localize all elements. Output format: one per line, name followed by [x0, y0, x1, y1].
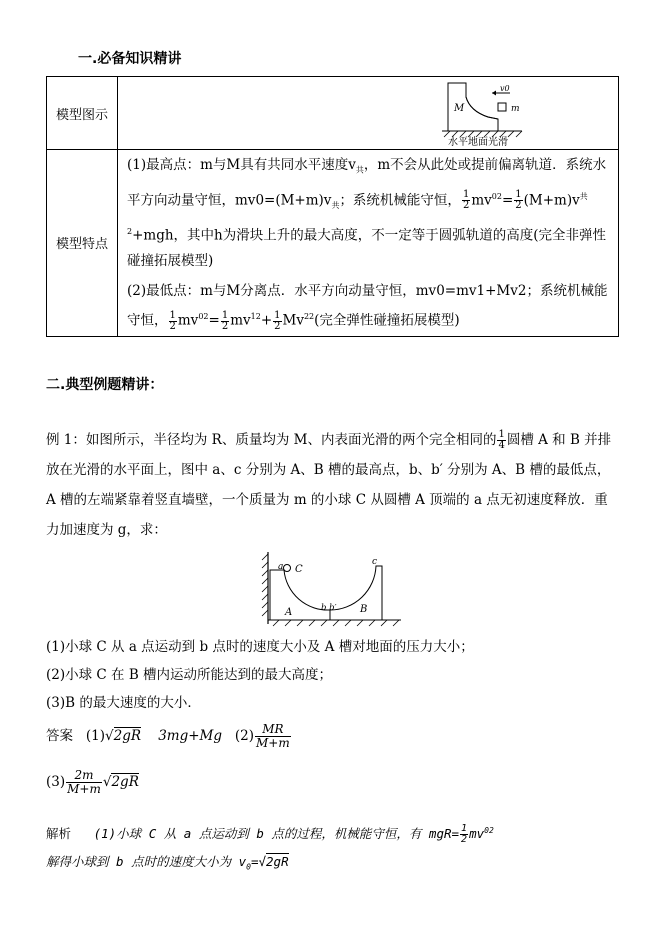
model-table	[46, 76, 619, 337]
fraction-half: $\frac{1}{2}$	[461, 823, 468, 846]
answer-line-1: 答案 (1)√2gR 3mg+Mg (2) $\frac{MR}{M+m}$	[46, 722, 290, 750]
sqrt-sign: √	[258, 854, 267, 869]
question-1: (1)小球 C 从 a 点运动到 b 点时的速度大小及 A 槽对地面的压力大小；	[46, 639, 474, 655]
fraction-quarter: $\frac{1}{4}$	[498, 429, 505, 451]
row-label-features: 模型特点	[47, 150, 118, 337]
section-2-title: 二.典型例题精讲：	[46, 377, 164, 393]
fig-label-a: a	[278, 562, 284, 572]
fraction-half: $\frac{1}{2}$	[169, 309, 176, 332]
sqrt-sign: √	[105, 728, 114, 744]
answer-2-fraction: $\frac{MR}{M+m}$	[256, 722, 290, 750]
model-figure-cell	[118, 77, 619, 150]
fig-label-m: m	[511, 104, 520, 114]
example-text: 例 1：如图所示，半径均为 R、质量均为 M、内表面光滑的两个完全相同的 $\frac{1}{4}$ 圆槽 A 和 B 并排放在光滑的水平面上，图中 a、c 分别为 A、B 槽的最高点，b、b′ 分别为 A、B 槽的最低点，A 槽的左端紧靠着竖直墙壁，一个质量为 m 的小球 C 从圆槽 A 顶端的 a 点无初速度释放．重力加速度为 g，求：	[46, 429, 612, 538]
fraction-half: $\frac{1}{2}$	[515, 189, 522, 212]
section-1-title: 一.必备知识精讲	[78, 51, 182, 67]
question-2: (2)小球 C 在 B 槽内运动所能达到的最大高度；	[46, 667, 333, 683]
answer-3-fraction: $\frac{2m}{M+m}$	[67, 768, 101, 796]
question-3: (3)B 的最大速度的大小．	[46, 695, 201, 711]
fraction-half: $\frac{1}{2}$	[274, 309, 281, 332]
model-features-cell	[118, 150, 619, 337]
feature-point-2: (2)最低点：m与M分离点．水平方向动量守恒，mv0=mv1+Mv2；系统机械能守恒， $\frac{1}{2}$ $mv^{02}=$ $\frac{1}{2}$ $mv^{12}+$ $\frac{1}{2}$ Mv$^{22}$(完全弹性碰撞拓展模型)	[127, 283, 608, 332]
fraction-half: $\frac{1}{2}$	[462, 189, 470, 212]
feature-point-1: (1)最高点：m与M具有共同水平速度$v_共$，m不会从此处或提前偏离轨道．系统水平方向动量守恒，$mv0=(M+m)v_共$；系统机械能守恒， $\frac{1}{2}$ $mv^{02}=$ $\frac{1}{2}$ $(M+m)v^{共2}+mgh$，其中h为滑块上升的最大高度，不一定等于圆弧轨道的高度(完全非弹性碰撞拓展模型)	[127, 157, 607, 270]
fig-caption: 水平地面光滑	[448, 137, 508, 148]
fig-label-v0: v0	[500, 84, 510, 93]
answer-line-3: (3) $\frac{2m}{M+m}$ √2gR	[46, 768, 139, 796]
analysis-line-2: 解得小球到 b 点时的速度大小为 $v_0=√2gR$	[46, 854, 289, 872]
trough-figure	[255, 548, 415, 628]
fig-label-A: A	[285, 607, 293, 618]
sqrt-sign: √	[102, 774, 112, 790]
fig-label-B: B	[360, 604, 368, 615]
fig-label-bb: b b′	[321, 603, 337, 613]
fig-label-c: c	[372, 557, 378, 567]
fig-label-M: M	[454, 103, 465, 114]
fig-label-C: C	[295, 564, 303, 575]
model-figure	[118, 77, 618, 149]
analysis-label: 解析	[46, 826, 72, 842]
analysis-line-1: 解析 (1)小球 C 从 a 点运动到 b 点的过程，机械能守恒，有 mgR= $\frac{1}{2}$ $mv^{02}$	[46, 823, 494, 846]
row-label-figure: 模型图示	[47, 77, 118, 150]
answer-label: 答案	[46, 728, 73, 744]
fraction-half: $\frac{1}{2}$	[221, 309, 229, 332]
